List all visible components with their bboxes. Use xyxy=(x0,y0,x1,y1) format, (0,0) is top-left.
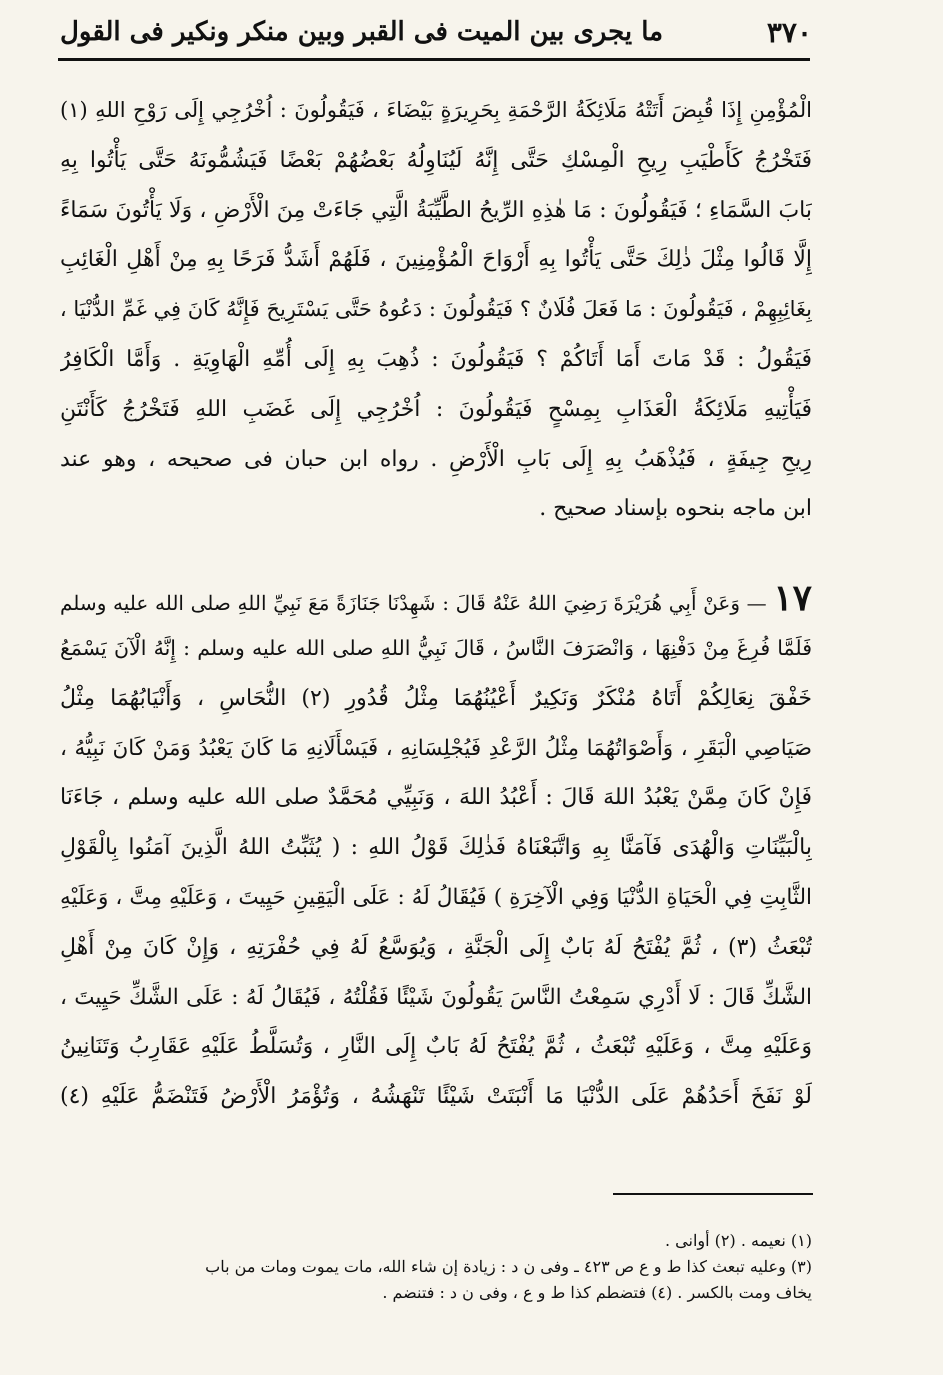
paragraph-gap xyxy=(60,534,812,574)
text-line: تُبْعَثُ (٣) ، ثُمَّ يُفْتَحُ لَهُ بَابٌ إِلَى الْجَنَّةِ ، وَيُوَسَّعُ لَهُ فِي حُفْرَتِهِ ، وَإِنْ كَانَ مِنْ أَهْلِ xyxy=(60,934,812,960)
text-line: بِغَائِبِهِمْ ، فَيَقُولُونَ : مَا فَعَلَ فُلَانٌ ؟ فَيَقُولُونَ : دَعُوهُ حَتَّى يَسْتَرِيحَ فَإِنَّهُ كَانَ فِي غَمِّ الدُّنْيَا ، xyxy=(60,297,812,322)
text-line: فَلَمَّا فُرِغَ مِنْ دَفْنِهَا ، وَانْصَرَفَ النَّاسُ ، قَالَ نَبِيُّ اللهِ صلى الله عليه وسلم : إِنَّهُ الْآنَ يَسْمَعُ xyxy=(60,635,812,660)
text-line: لَوْ نَفَخَ أَحَدُهُمْ عَلَى الدُّنْيَا مَا أَنْبَتَتْ شَيْئًا تَنْهَشُهُ ، وَتُؤْمَرُ الْأَرْضُ فَتَنْضَمُّ عَلَيْهِ (٤) xyxy=(60,1084,812,1110)
text-line: صَيَاصِي الْبَقَرِ ، وَأَصْوَاتُهُمَا مِثْلُ الرَّعْدِ فَيُجْلِسَانِهِ ، فَيَسْأَلَانِهِ مَا كَانَ يَعْبُدُ وَمَنْ كَانَ نَبِيُّهُ ، xyxy=(60,735,812,761)
text-line: وَعَلَيْهِ مِتَّ ، وَعَلَيْهِ تُبْعَثُ ، ثُمَّ يُفْتَحُ لَهُ بَابٌ إِلَى النَّارِ ، وَتُسَلَّطُ عَلَيْهِ عَقَارِبُ وَتَنَانِينُ xyxy=(60,1034,812,1060)
footnote-line: يخاف ومت بالكسر . (٤) فتضطم كذا ط و ع ، وفى ن د : فتنضم . xyxy=(382,1283,812,1302)
text-line: الشَّكِّ قَالَ : لَا أَدْرِي سَمِعْتُ النَّاسَ يَقُولُونَ شَيْئًا فَقُلْتُهُ ، فَيُقَالُ لَهُ : عَلَى الشَّكِّ حَيِيتَ ، xyxy=(60,984,812,1010)
text-line: إِلَّا قَالُوا مِثْلَ ذٰلِكَ حَتَّى يَأْتُوا بِهِ أَرْوَاحَ الْمُؤْمِنِينَ ، فَلَهُمْ أَشَدُّ فَرَحًا بِهِ مِنْ أَهْلِ الْغَائِبِ xyxy=(60,247,812,273)
running-title: ما يجرى بين الميت فى القبر وبين منكر ونكير فى القول xyxy=(60,17,664,47)
footnote-line: (٣) وعليه تبعث كذا ط و ع ص ٤٢٣ ـ وفى ن د : زيادة إن شاء الله، مات يموت ومات من باب xyxy=(205,1257,812,1276)
text-line: فَإِنْ كَانَ مِمَّنْ يَعْبُدُ اللهَ قَالَ : أَعْبُدُ اللهَ ، وَنَبِيِّي مُحَمَّدٌ صلى الله عليه وسلم ، جَاءَنَا xyxy=(60,785,812,811)
hadith-opening: — وَعَنْ أَبِي هُرَيْرَةَ رَضِيَ اللهُ عَنْهُ قَالَ : شَهِدْنَا جَنَازَةً مَعَ نَبِيِّ اللهِ صلى الله عليه وسلم xyxy=(60,591,767,616)
header-rule xyxy=(58,58,810,61)
text-line: ابن ماجه بنحوه بإسناد صحيح . xyxy=(539,496,812,522)
footnote-rule xyxy=(613,1193,813,1195)
page-number: ٣٧٠ xyxy=(766,15,812,49)
text-line: فَيَقُولُ : قَدْ مَاتَ أَمَا أَتَاكُمْ ؟ فَيَقُولُونَ : ذُهِبَ بِهِ إِلَى أُمِّهِ الْهَاوِيَةِ . وَأَمَّا الْكَافِرُ xyxy=(60,346,812,372)
text-line: بِالْبَيِّنَاتِ وَالْهُدَى فَآمَنَّا بِهِ وَاتَّبَعْنَاهُ فَذٰلِكَ قَوْلُ اللهِ : ( يُثَبِّتُ اللهُ الَّذِينَ آمَنُوا بِالْقَوْلِ xyxy=(60,835,812,861)
text-line: فَيَأْتِيهِ مَلَائِكَةُ الْعَذَابِ بِمِسْحٍ فَيَقُولُونَ : اُخْرُجِي إِلَى غَضَبِ اللهِ فَتَخْرُجُ كَأَنْتَنِ xyxy=(60,396,812,422)
footnote-line: (١) نعيمه . (٢) أوانى . xyxy=(665,1231,812,1250)
text-line: رِيحِ جِيفَةٍ ، فَيُذْهَبُ بِهِ إِلَى بَابِ الْأَرْضِ . رواه ابن حبان فى صحيحه ، وهو عند xyxy=(60,446,812,472)
footnotes xyxy=(60,1228,812,1306)
text-line: الْمُؤْمِنِ إِذَا قُبِضَ أَتَتْهُ مَلَائِكَةُ الرَّحْمَةِ بِحَرِيرَةٍ بَيْضَاءَ ، فَيَقُولُونَ : اُخْرُجِي إِلَى رَوْحِ اللهِ (١) xyxy=(60,98,812,122)
text-line: خَفْقَ نِعَالِكُمْ أَتَاهُ مُنْكَرٌ وَنَكِيرٌ أَعْيُنُهُمَا مِثْلُ قُدُورِ (٢) النُّحَاسِ ، وَأَنْيَابُهُمَا مِثْلُ xyxy=(60,685,812,711)
text-line: الثَّابِتِ فِي الْحَيَاةِ الدُّنْيَا وَفِي الْآخِرَةِ ) فَيُقَالُ لَهُ : عَلَى الْيَقِينِ حَيِيتَ ، وَعَلَيْهِ مِتَّ ، وَعَلَيْهِ xyxy=(60,884,812,910)
body-text xyxy=(60,86,812,1122)
hadith-number: ١٧ xyxy=(773,577,812,620)
page-header xyxy=(60,12,812,52)
text-line: فَتَخْرُجُ كَأَطْيَبِ رِيحِ الْمِسْكِ حَتَّى إِنَّهُ لَيُنَاوِلُهُ بَعْضُهُمْ بَعْضًا فَيَشُمُّونَهُ حَتَّى يَأْتُوا بِهِ xyxy=(60,147,812,173)
text-line: بَابَ السَّمَاءِ ؛ فَيَقُولُونَ : مَا هٰذِهِ الرِّيحُ الطَّيِّبَةُ الَّتِي جَاءَتْ مِنَ الْأَرْضِ ، وَلَا يَأْتُونَ سَمَاءً xyxy=(60,197,812,223)
hadith-first-line xyxy=(60,574,812,624)
